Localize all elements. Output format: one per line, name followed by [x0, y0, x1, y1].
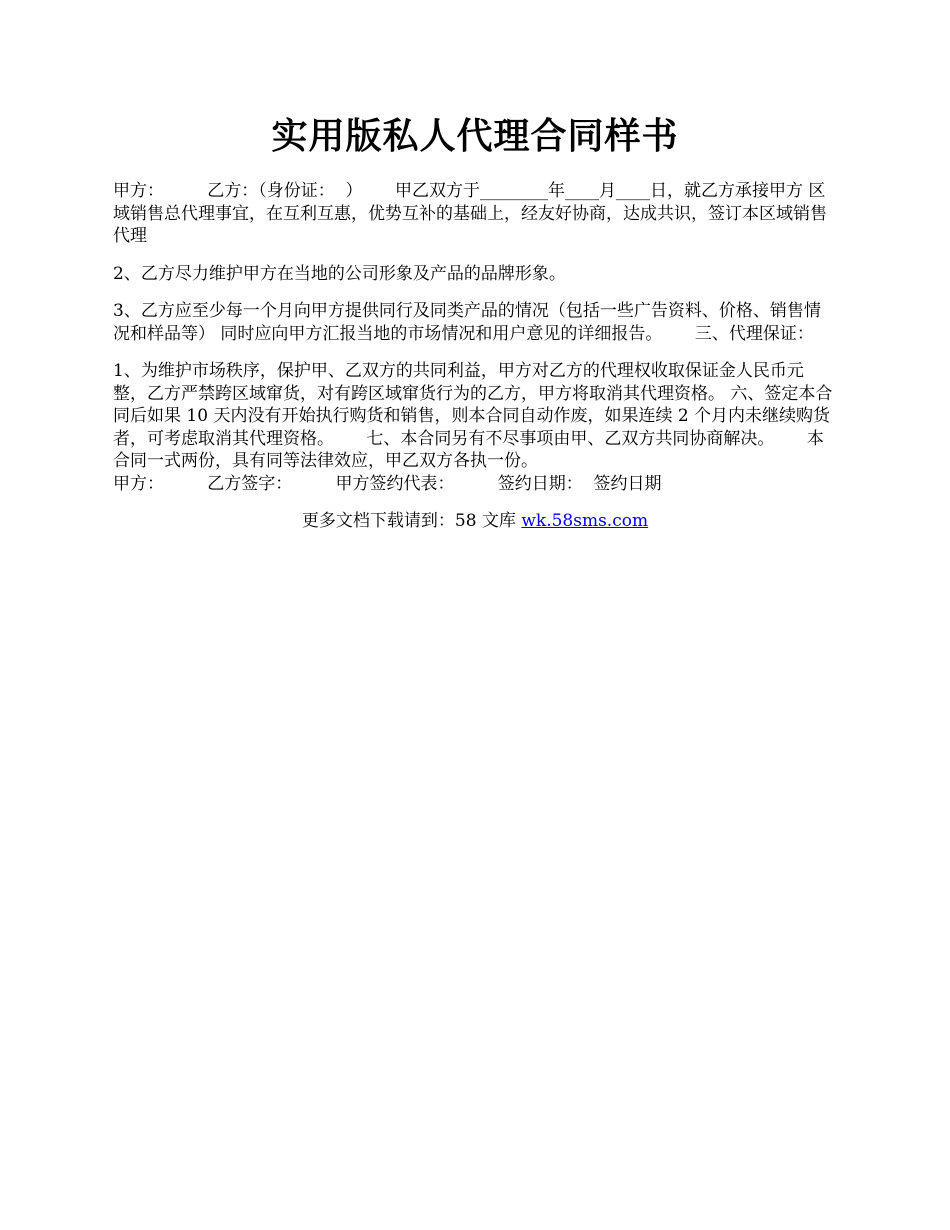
paragraph-intro: 甲方： 乙方：（身份证： ） 甲乙双方于________年____月____日，就乙方承接甲方 区域销售总代理事宜，在互利互惠，优势互补的基础上，经友好协商，达成共识，签订本区域销售代理	[113, 181, 827, 246]
paragraph-clause-guarantee: 1、为维护市场秩序，保护甲、乙双方的共同利益，甲方对乙方的代理权收取保证金人民币元整，乙方严禁跨区域窜货，对有跨区域窜货行为的乙方，甲方将取消其代理资格。 六、签定本合同后如果 10 天内没有开始执行购货和销售，则本合同自动作废，如果连续 2 个月内未继续购货者，可考虑取消其代理资格。 七、本合同另有不尽事项由甲、乙双方共同协商解决。 本合同一式两份，具有同等法律效应，甲乙双方各执一份。	[113, 361, 833, 471]
document-page	[113, 108, 837, 532]
footer-link[interactable]: wk.58sms.com	[521, 511, 649, 531]
paragraph-clause-3: 3、乙方应至少每一个月向甲方提供同行及同类产品的情况（包括一些广告资料、价格、销售情况和样品等） 同时应向甲方汇报当地的市场情况和用户意见的详细报告。 三、代理保证：	[113, 301, 821, 344]
download-footer	[113, 510, 837, 532]
document-title: 实用版私人代理合同样书	[271, 115, 679, 157]
paragraph-signatures: 甲方： 乙方签字： 甲方签约代表： 签约日期： 签约日期	[113, 473, 662, 494]
paragraph-clause-2: 2、乙方尽力维护甲方在当地的公司形象及产品的品牌形象。	[113, 263, 566, 284]
footer-text: 更多文档下载请到：58 文库	[301, 511, 522, 531]
